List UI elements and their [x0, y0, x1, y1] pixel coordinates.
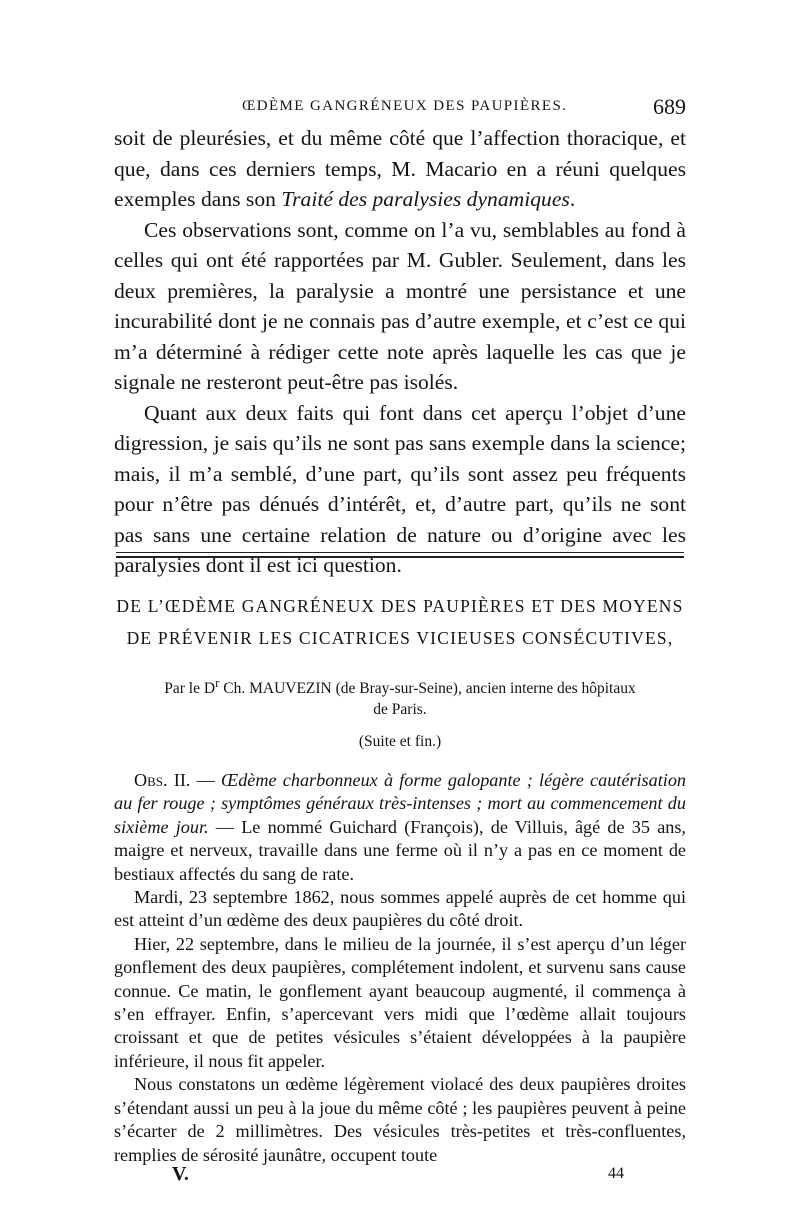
paragraph: [114, 769, 686, 886]
paragraph: [114, 123, 686, 215]
page-number: 689: [653, 94, 686, 119]
observation-title: Œdème charbonneux à forme galopante ; légère cautérisation au fer rouge ; symptômes généraux très-intenses ; mort au commencement du sixième jour.: [114, 770, 687, 837]
divider-thick: [116, 556, 684, 558]
paragraph-text: — Le nommé Guichard (François), de Villuis, âgé de 35 ans, maigre et nerveux, travaille dans une ferme où il n’y a pas en ce moment de bestiaux affectés du sang de rate.: [114, 816, 686, 884]
signature-mark: V.: [172, 1163, 189, 1185]
article-title-line: DE PRÉVENIR LES CICATRICES VICIEUSES CONSÉCUTIVES,: [126, 628, 674, 648]
paragraph: Mardi, 23 septembre 1862, nous sommes appelé auprès de cet homme qui est atteint d’un œdème des deux paupières du côté droit.: [114, 887, 686, 931]
running-head-title: ŒDÈME GANGRÉNEUX DES PAUPIÈRES.: [242, 98, 568, 114]
paragraph-text: soit de pleurésies, et du même côté que l’affection thoracique, et que, dans ces derniers temps, M. Macario en a réuni quelques exemples dans son: [114, 126, 686, 211]
observation-label: Obs. II.: [134, 770, 191, 790]
article-title: [114, 590, 686, 654]
cited-book-title: Traité des paralysies dynamiques: [281, 187, 570, 211]
page-footer: [114, 1163, 686, 1187]
article-title-line: DE L’ŒDÈME GANGRÉNEUX DES PAUPIÈRES ET DES MOYENS: [116, 596, 684, 616]
byline-text: Ch. MAUVEZIN (de Bray-sur-Seine), ancien interne des hôpitaux: [219, 680, 636, 698]
previous-article-text: [114, 123, 686, 581]
paragraph: Hier, 22 septembre, dans le milieu de la journée, il s’est aperçu d’un léger gonflement des deux paupières, complétement indolent, et survenu sans cause connue. Ce matin, le gonflement ayant beaucoup augmenté, il commença à s’en effrayer. Enfin, s’apercevant vers midi que l’œdème allait toujours croissant et que de petites vésicules s’étaient développées à la paupière inférieure, il nous fit appeler.: [114, 933, 686, 1071]
paragraph-text: .: [569, 187, 576, 211]
dash: —: [190, 770, 222, 790]
byline-line: de Paris.: [373, 701, 427, 719]
sheet-number: 44: [608, 1165, 624, 1182]
byline-superscript: r: [215, 675, 220, 690]
continuation-note: (Suite et fin.): [358, 733, 442, 750]
byline-line: [114, 672, 686, 699]
divider-thin: [116, 552, 684, 553]
paragraph: Ces observations sont, comme on l’a vu, semblables au fond à celles qui ont été rapportées par M. Gubler. Seulement, dans les deux premières, la paralysie a montré une persistance et une incurabilité dont je ne connais pas d’autre exemple, et c’est ce qui m’a déterminé à rédiger cette note après laquelle les cas que je signale ne resteront peut-être pas isolés.: [114, 217, 686, 394]
running-head: [114, 94, 686, 120]
article-body: [114, 769, 686, 1167]
author-byline: [114, 672, 686, 720]
byline-text: Par le D: [164, 680, 216, 698]
paragraph: Quant aux deux faits qui font dans cet aperçu l’objet d’une digression, je sais qu’ils ne sont pas sans exemple dans la science; mais, il m’a semblé, d’une part, qu’ils sont assez peu fréquents pour n’être pas dénués d’intérêt, et, d’autre part, qu’ils ne sont pas sans une certaine relation de nature ou d’origine avec les paralysies dont il est ici question.: [114, 400, 686, 577]
paragraph: Nous constatons un œdème légèrement violacé des deux paupières droites s’étendant aussi un peu à la joue du même côté ; les paupières peuvent à peine s’écarter de 2 millimètres. Des vésicules très-petites et très-confluentes, remplies de sérosité jaunâtre, occupent toute: [114, 1074, 686, 1165]
